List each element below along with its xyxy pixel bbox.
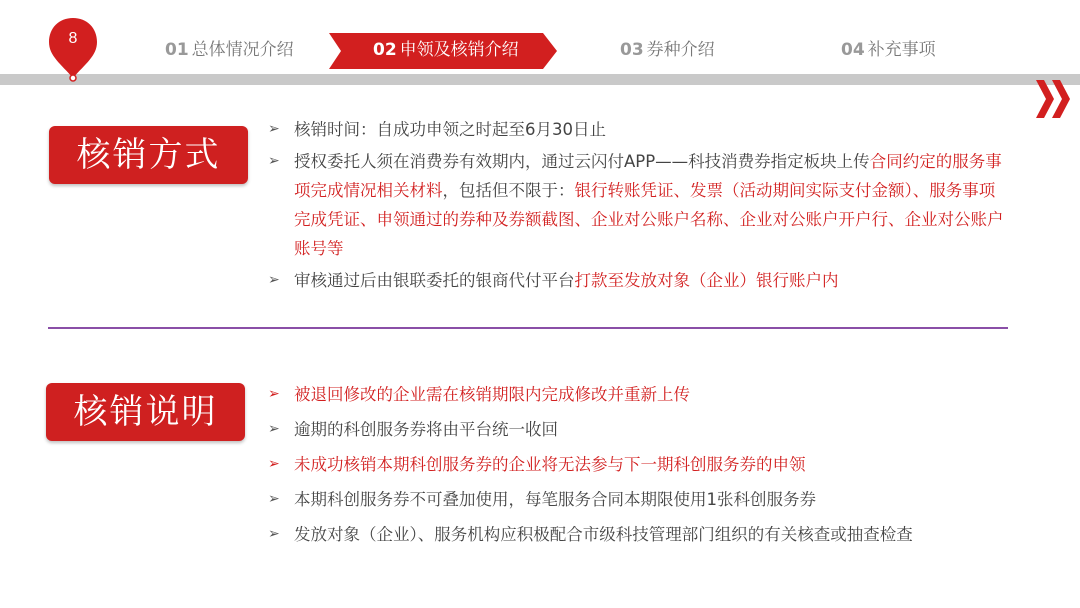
- verification-method-list: [268, 115, 1008, 296]
- list-item: ➢ 核销时间：自成功申领之时起至6月30日止: [268, 115, 1008, 144]
- page-number: 8: [68, 30, 78, 47]
- map-pin-icon: [47, 16, 99, 82]
- list-item: ➢ 被退回修改的企业需在核销期限内完成修改并重新上传: [268, 380, 1008, 409]
- arrow-bullet-icon: ➢: [268, 386, 280, 402]
- section-divider: [48, 327, 1008, 329]
- list-item: ➢ 发放对象（企业）、服务机构应积极配合市级科技管理部门组织的有关核查或抽查检查: [268, 520, 1008, 549]
- tab-voucher-types[interactable]: 03 券种介绍: [620, 40, 715, 60]
- arrow-bullet-icon: ➢: [268, 153, 280, 169]
- double-chevron-icon: [1036, 80, 1072, 118]
- header-bar: [0, 74, 1080, 85]
- arrow-bullet-icon: ➢: [268, 272, 280, 288]
- arrow-bullet-icon: ➢: [268, 121, 280, 137]
- tab-application-verification[interactable]: 02 申领及核销介绍: [373, 40, 519, 60]
- arrow-bullet-icon: ➢: [268, 456, 280, 472]
- section-label-verification-notes: 核销说明: [46, 383, 245, 441]
- arrow-bullet-icon: ➢: [268, 421, 280, 437]
- list-item: ➢ 未成功核销本期科创服务券的企业将无法参与下一期科创服务券的申领: [268, 450, 1008, 479]
- list-item: ➢ 逾期的科创服务券将由平台统一收回: [268, 415, 1008, 444]
- list-item: ➢ 授权委托人须在消费券有效期内，通过云闪付APP——科技消费券指定板块上传合同约定的服务事项完成情况相关材料，包括但不限于：银行转账凭证、发票（活动期间实际支付金额）、服务事项完成凭证、申领通过的券种及券额截图、企业对公账户名称、企业对公账户开户行、企业对公账户账号等: [268, 147, 1008, 263]
- list-item: ➢ 审核通过后由银联委托的银商代付平台打款至发放对象（企业）银行账户内: [268, 266, 1008, 295]
- tab-overview[interactable]: 01 总体情况介绍: [165, 40, 294, 60]
- list-item: ➢ 本期科创服务券不可叠加使用，每笔服务合同本期限使用1张科创服务券: [268, 485, 1008, 514]
- arrow-bullet-icon: ➢: [268, 526, 280, 542]
- tab-supplementary[interactable]: 04 补充事项: [841, 40, 936, 60]
- verification-notes-list: [268, 380, 1008, 555]
- section-label-verification-method: 核销方式: [49, 126, 248, 184]
- arrow-bullet-icon: ➢: [268, 491, 280, 507]
